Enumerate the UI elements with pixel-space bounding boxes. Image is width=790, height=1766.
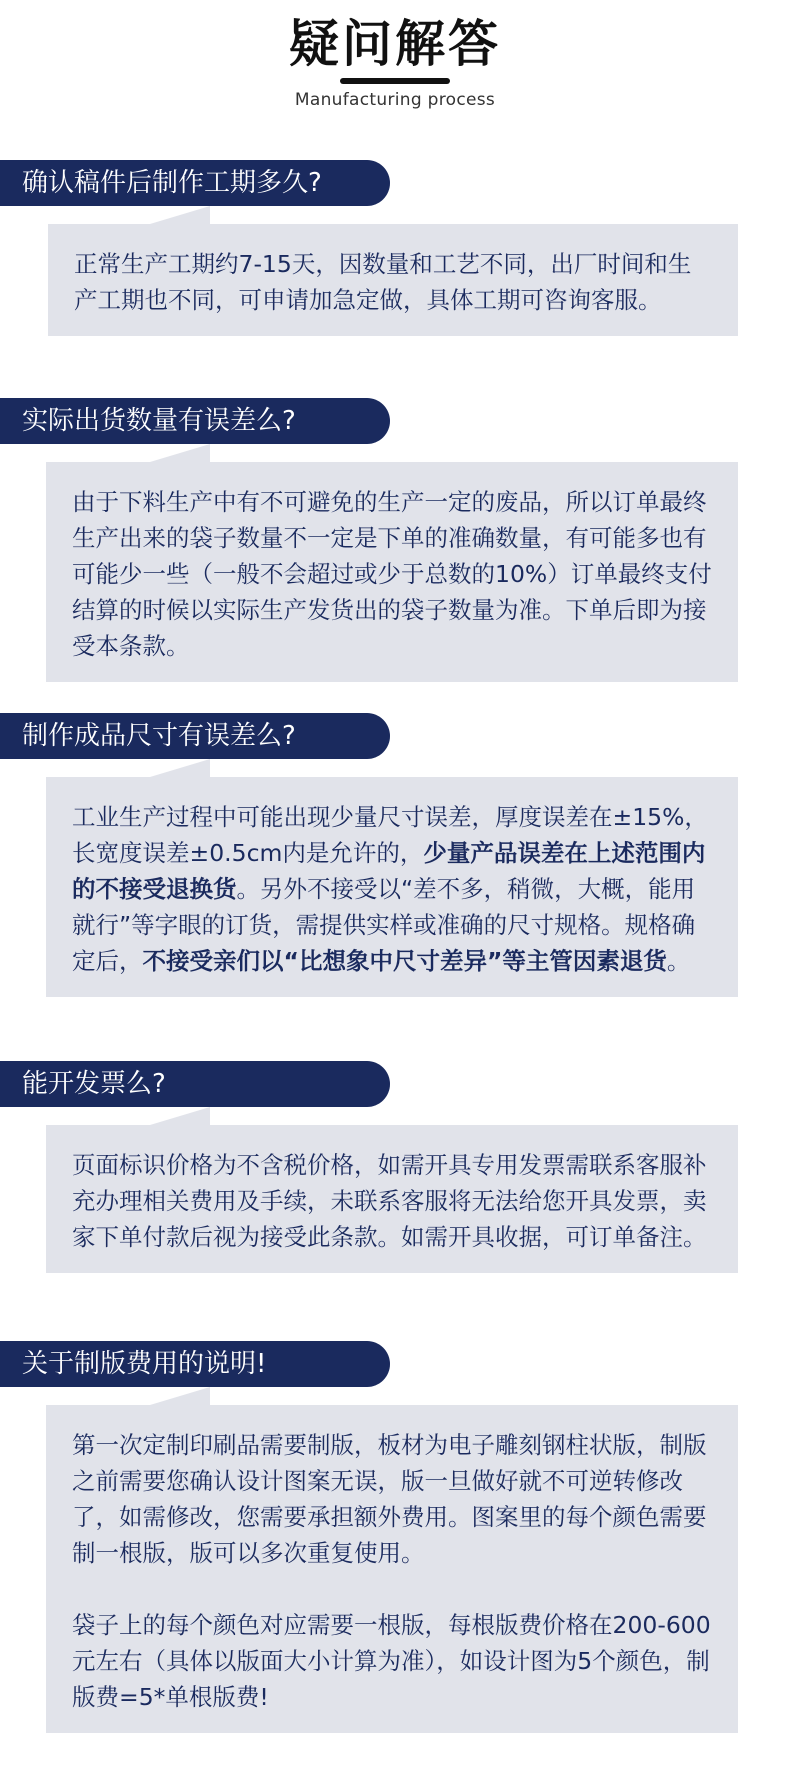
faq-answer [46,462,738,682]
answer-text: 正常生产工期约7-15天，因数量和工艺不同，出厂时间和生产工期也不同，可申请加急定做，具体工期可咨询客服。 [74,250,692,314]
answer-text: 第一次定制印刷品需要制版，板材为电子雕刻钢柱状版，制版之前需要您确认设计图案无误，版一旦做好就不可逆转修改了，如需修改，您需要承担额外费用。图案里的每个颜色需要制一根版，版可以多次重复使用。 [72,1431,707,1567]
speech-pointer [150,444,210,462]
answer-paragraph [72,799,714,979]
faq-answer [46,1125,738,1273]
emphasized-text: 不接受亲们以“比想象中尺寸差异”等主管因素退货 [142,947,667,975]
answer-text: 工业生产过程中可能出现少量尺寸误差，厚度误差在±15%，长宽度误差±0.5cm内是允许的， [72,803,708,867]
speech-pointer [150,206,210,224]
faq-question: 能开发票么? [0,1061,390,1107]
emphasized-text: 少量产品误差在上述范围内的不接受退换货 [72,839,706,903]
answer-text: 页面标识价格为不含税价格，如需开具专用发票需联系客服补充办理相关费用及手续，未联系客服将无法给您开具发票，卖家下单付款后视为接受此条款。如需开具收据，可订单备注。 [72,1151,707,1251]
speech-pointer [150,759,210,777]
answer-paragraph [74,246,714,318]
title-underline [340,78,450,84]
faq-question: 实际出货数量有误差么? [0,398,390,444]
speech-pointer [150,1387,210,1405]
answer-paragraph [72,484,714,664]
speech-pointer [150,1107,210,1125]
answer-text: 。另外不接受以“差不多，稍微，大概，能用就行”等字眼的订货，需提供实样或准确的尺寸规格。规格确定后， [72,875,696,975]
faq-question: 关于制版费用的说明! [0,1341,390,1387]
faq-answer [46,777,738,997]
answer-text: 袋子上的每个颜色对应需要一根版，每根版费价格在200-600元左右（具体以版面大小计算为准），如设计图为5个颜色，制版费=5*单根版费! [72,1611,711,1711]
faq-question: 制作成品尺寸有误差么? [0,713,390,759]
faq-answer [48,224,738,336]
faq-answer [46,1405,738,1733]
page-subtitle: Manufacturing process [294,90,496,110]
answer-paragraph [72,1147,714,1255]
page-title: 疑问解答 [289,15,501,73]
answer-paragraph [72,1427,714,1571]
answer-paragraph [72,1607,714,1715]
faq-question: 确认稿件后制作工期多久? [0,160,390,206]
answer-text: 。 [666,947,691,975]
answer-text: 由于下料生产中有不可避免的生产一定的废品，所以订单最终生产出来的袋子数量不一定是下单的准确数量，有可能多也有可能少一些（一般不会超过或少于总数的10%）订单最终支付结算的时候以实际生产发货出的袋子数量为准。下单后即为接受本条款。 [72,488,712,660]
